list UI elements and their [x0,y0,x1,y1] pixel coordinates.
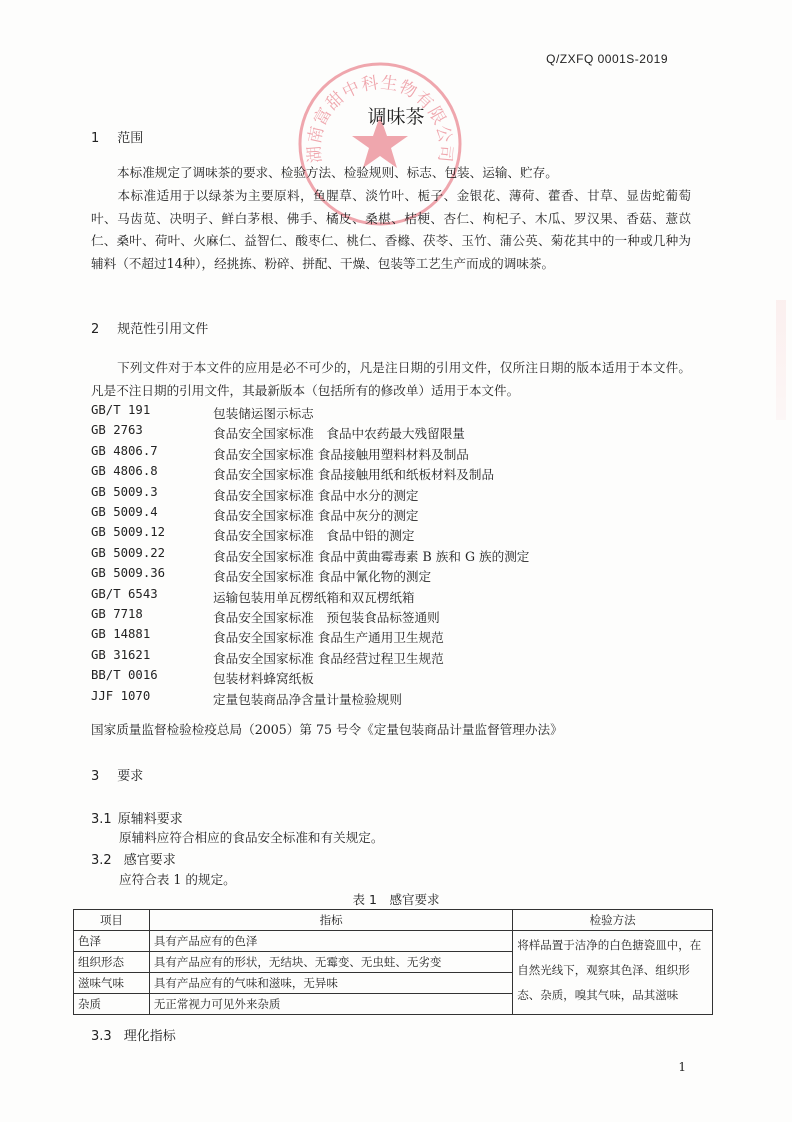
row-item: 杂质 [74,994,150,1015]
reference-title: 食品安全国家标准 食品中农药最大残留限量 [213,426,465,442]
subsection-3-1-heading: 3.1 原辅料要求 [91,812,183,827]
reference-code: GB 5009.12 [91,525,166,540]
section-title: 要求 [117,769,144,784]
reference-title: 食品安全国家标准 食品中氰化物的测定 [213,569,432,585]
inspection-method: 将样品置于洁净的白色搪瓷皿中，在自然光线下，观察其色泽、组织形态、杂质，嗅其气味，品其滋味 [513,931,713,1015]
reference-code: JJF 1070 [91,688,151,703]
sensory-requirements-table [73,909,713,1015]
reference-title: 食品安全国家标准 食品中铅的测定 [213,528,415,544]
section-number: 1 [91,131,100,146]
reference-title: 包装材料蜂窝纸板 [213,671,314,687]
reference-code: GB 4806.7 [91,443,158,458]
header-method: 检验方法 [513,910,713,931]
reference-title: 食品安全国家标准 食品接触用纸和纸板材料及制品 [213,467,495,483]
reference-title: 食品安全国家标准 预包装食品标签通则 [213,610,440,625]
reference-code: GB 5009.4 [91,505,158,519]
reference-code: GB 4806.8 [91,464,158,479]
subsection-3-2-heading: 3.2 感官要求 [91,853,176,868]
section-title: 规范性引用文件 [117,322,209,337]
page-title: 调味茶 [367,106,425,128]
reference-code: GB/T 191 [91,403,151,417]
document-number: Q/ZXFQ 0001S-2019 [546,52,668,66]
reference-code: GB 5009.3 [91,484,158,499]
reference-code: GB/T 6543 [91,586,158,601]
edge-stain [776,300,786,420]
header-indicator: 指标 [149,910,512,931]
reference-title: 食品安全国家标准 食品经营过程卫生规范 [213,650,444,666]
row-item: 色泽 [74,931,150,952]
table-header-row [74,910,713,931]
row-indicator: 具有产品应有的形状，无结块、无霉变、无虫蛀、无劣变 [149,952,512,973]
section-number: 3 [91,769,100,784]
row-indicator: 无正常视力可见外来杂质 [149,994,512,1015]
subsection-3-3-heading: 3.3 理化指标 [91,1029,176,1044]
reference-code: GB 2763 [91,423,143,438]
reference-code: GB 7718 [91,607,143,621]
seal-text: 湖南富甜中科生物有限公司 [304,72,456,164]
reference-code: GB 5009.36 [91,566,166,581]
reference-title: 食品安全国家标准 食品接触用塑料材料及制品 [213,446,469,462]
section-1-heading [91,127,143,146]
reference-code: GB 5009.22 [91,545,166,560]
reference-title: 食品安全国家标准 食品中黄曲霉毒素 B 族和 G 族的测定 [213,548,530,564]
scope-paragraph-1: 本标准规定了调味茶的要求、检验方法、检验规则、标志、包装、运输、贮存。 [117,165,558,180]
reference-code: GB 14881 [91,627,151,642]
subsection-3-1-text: 原辅料应符合相应的食品安全标准和有关规定。 [119,830,384,845]
header-item: 项目 [74,910,150,931]
reference-title: 包装储运图示标志 [213,406,314,421]
reference-title: 定量包装商品净含量计量检验规则 [213,691,402,707]
scope-paragraph-2: 本标准适用于以绿茶为主要原料，鱼腥草、淡竹叶、栀子、金银花、薄荷、藿香、甘草、显齿蛇葡萄叶、马齿苋、决明子、鲜白茅根、佛手、橘皮、桑椹、桔梗、杏仁、枸杞子、木瓜、罗汉果、香菇、薏苡仁、桑叶、荷叶、火麻仁、益智仁、酸枣仁、桃仁、香橼、茯苓、玉竹、蒲公英、菊花其中的一种或几种为辅料（不超过14种），经挑拣、粉碎、拼配、干燥、包装等工艺生产而成的调味茶。 [91,188,691,271]
table-caption: 表 1 感官要求 [352,892,440,907]
row-item: 组织形态 [74,952,150,973]
row-item: 滋味气味 [74,973,150,994]
row-indicator: 具有产品应有的气味和滋味，无异味 [149,973,512,994]
reference-title: 食品安全国家标准 食品中水分的测定 [213,487,419,503]
page-number: 1 [678,1060,686,1074]
table-row [74,931,713,952]
section-number: 2 [91,322,100,337]
reference-code: BB/T 0016 [91,668,158,683]
references-intro: 下列文件对于本文件的应用是必不可少的，凡是注日期的引用文件，仅所注日期的版本适用于本文件。凡是不注日期的引用文件，其最新版本（包括所有的修改单）适用于本文件。 [91,360,691,398]
reference-code: GB 31621 [91,647,151,662]
section-3-heading [91,765,143,784]
section-2-heading [91,318,208,337]
reference-title: 食品安全国家标准 食品中灰分的测定 [213,508,419,523]
section-title: 范围 [117,131,144,146]
last-reference: 国家质量监督检验检疫总局（2005）第 75 号令《定量包装商品计量监督管理办法》 [91,722,563,737]
reference-title: 食品安全国家标准 食品生产通用卫生规范 [213,630,444,646]
subsection-3-2-text: 应符合表 1 的规定。 [119,872,236,887]
reference-title: 运输包装用单瓦楞纸箱和双瓦楞纸箱 [213,589,415,605]
row-indicator: 具有产品应有的色泽 [149,931,512,952]
